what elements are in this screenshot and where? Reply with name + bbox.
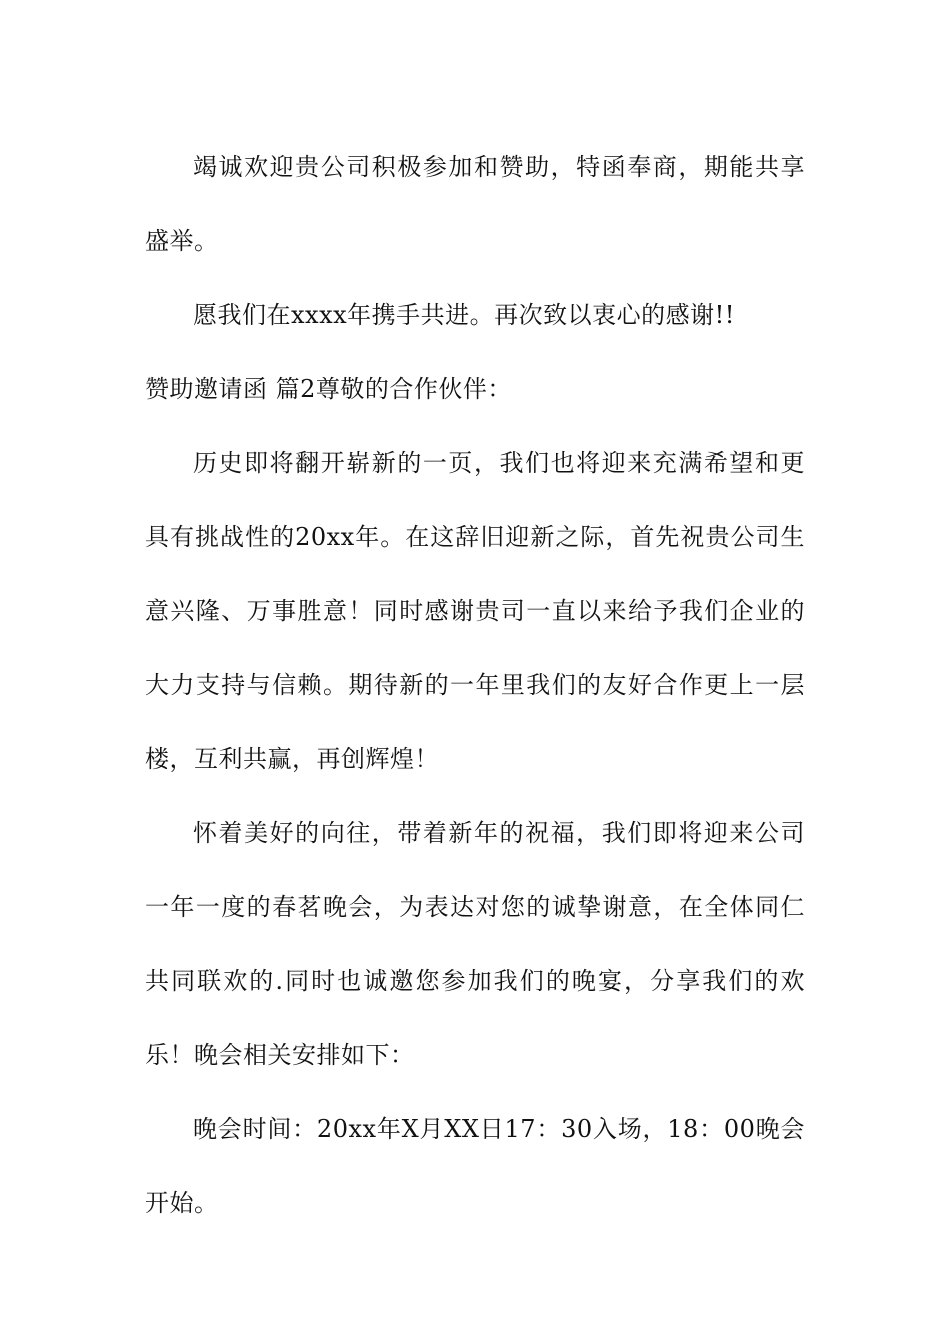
paragraph-schedule: 晚会时间：20xx年X月XX日17：30入场，18：00晚会开始。: [145, 1115, 805, 1217]
document-page: [145, 130, 805, 1240]
paragraph-thanks: 愿我们在xxxx年携手共进。再次致以衷心的感谢!!: [193, 301, 735, 329]
paragraph-welcome: 竭诚欢迎贵公司积极参加和赞助，特函奉商，期能共享盛举。: [145, 153, 805, 255]
paragraph-invitation: 怀着美好的向往，带着新年的祝福，我们即将迎来公司一年一度的春茗晚会，为表达对您的诚挚谢意，在全体同仁共同联欢的.同时也诚邀您参加我们的晚宴，分享我们的欢乐！晚会相关安排如下：: [145, 819, 805, 1069]
letter-heading: 赞助邀请函 篇2尊敬的合作伙伴：: [145, 375, 512, 403]
paragraph-new-year: 历史即将翻开崭新的一页，我们也将迎来充满希望和更具有挑战性的20xx年。在这辞旧迎新之际，首先祝贵公司生意兴隆、万事胜意！同时感谢贵司一直以来给予我们企业的大力支持与信赖。期待新的一年里我们的友好合作更上一层楼，互利共赢，再创辉煌！: [145, 449, 805, 773]
